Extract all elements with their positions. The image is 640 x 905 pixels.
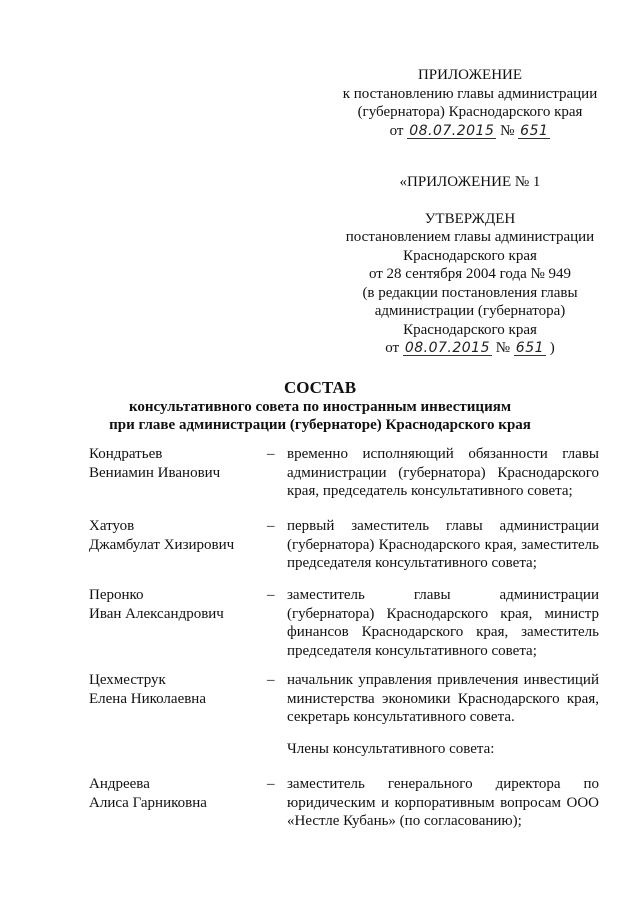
decree-date-line bbox=[340, 122, 600, 141]
member-surname: Хатуов bbox=[89, 518, 135, 534]
decree-line-1: к постановлению главы администрации bbox=[342, 85, 598, 102]
dash-separator: – bbox=[267, 672, 275, 688]
dash-separator: – bbox=[267, 446, 275, 462]
member-role: временно исполняющий обязанности главы администрации (губернатора) Краснодарского края, председатель консультативного совета; bbox=[287, 446, 599, 499]
approval-line-1: постановлением главы администрации bbox=[345, 229, 595, 245]
from-prefix: от bbox=[389, 122, 404, 139]
handwritten-date: 08.07.2015 bbox=[409, 122, 495, 139]
approval-line-3: от 28 сентября 2004 года № 949 bbox=[368, 266, 572, 282]
title-line-2: при главе администрации (губернаторе) Краснодарского края bbox=[109, 417, 531, 433]
member-given-names: Елена Николаевна bbox=[89, 690, 206, 707]
approval-line-5: администрации (губернатора) bbox=[374, 303, 566, 319]
member-name bbox=[89, 775, 207, 812]
member-surname: Кондратьев bbox=[89, 446, 163, 462]
closing-paren: ) bbox=[549, 340, 555, 356]
appendix-label: ПРИЛОЖЕНИЕ bbox=[417, 67, 523, 83]
approval-line-2: Краснодарского края bbox=[403, 247, 537, 264]
member-surname: Андреева bbox=[89, 776, 150, 792]
handwritten-number: 651 bbox=[515, 340, 545, 356]
member-given-names: Джамбулат Хизирович bbox=[89, 536, 235, 553]
member-name bbox=[89, 671, 206, 708]
handwritten-date: 08.07.2015 bbox=[404, 340, 490, 356]
member-surname: Цехместрук bbox=[89, 672, 166, 688]
approval-date-line bbox=[340, 339, 600, 358]
appendix-1-label: «ПРИЛОЖЕНИЕ № 1 bbox=[399, 174, 541, 190]
dash-separator: – bbox=[267, 776, 275, 792]
member-role: первый заместитель главы администрации (губернатора) Краснодарского края, заместитель председателя консультативного совета; bbox=[287, 518, 599, 571]
member-name bbox=[89, 445, 220, 482]
member-role: заместитель генерального директора по юридическим и корпоративным вопросам ООО «Нестле Кубань» (по согласованию); bbox=[287, 776, 599, 829]
member-surname: Перонко bbox=[89, 587, 144, 603]
approved-label: УТВЕРЖДЕН bbox=[424, 210, 516, 227]
member-given-names: Алиса Гарниковна bbox=[89, 794, 207, 811]
approval-block bbox=[340, 173, 600, 358]
dash-separator: – bbox=[267, 518, 275, 534]
approval-line-6: Краснодарского края bbox=[403, 321, 537, 338]
title-heading: СОСТАВ bbox=[283, 378, 357, 397]
approval-line-4: (в редакции постановления главы bbox=[362, 284, 578, 301]
member-given-names: Вениамин Иванович bbox=[89, 464, 221, 481]
number-symbol: № bbox=[495, 340, 511, 356]
member-name bbox=[89, 517, 234, 554]
from-prefix: от bbox=[385, 340, 400, 356]
member-role: начальник управления привлечения инвестиций министерства экономики Краснодарского края, секретарь консультативного совета. bbox=[287, 672, 599, 725]
title-line-1: консультативного совета по иностранным инвестициям bbox=[128, 399, 512, 415]
number-symbol: № bbox=[500, 122, 515, 139]
member-given-names: Иван Александрович bbox=[89, 605, 224, 622]
dash-separator: – bbox=[267, 587, 275, 603]
appendix-header bbox=[340, 66, 600, 140]
member-role: заместитель главы администрации (губернатора) Краснодарского края, министр финансов Краснодарского края, заместитель председателя консультативного совета; bbox=[287, 587, 599, 659]
decree-line-2: (губернатора) Краснодарского края bbox=[357, 104, 583, 120]
handwritten-number: 651 bbox=[520, 122, 549, 139]
members-section-label: Члены консультативного совета: bbox=[287, 741, 495, 757]
member-name bbox=[89, 586, 224, 623]
document-title bbox=[0, 378, 640, 434]
